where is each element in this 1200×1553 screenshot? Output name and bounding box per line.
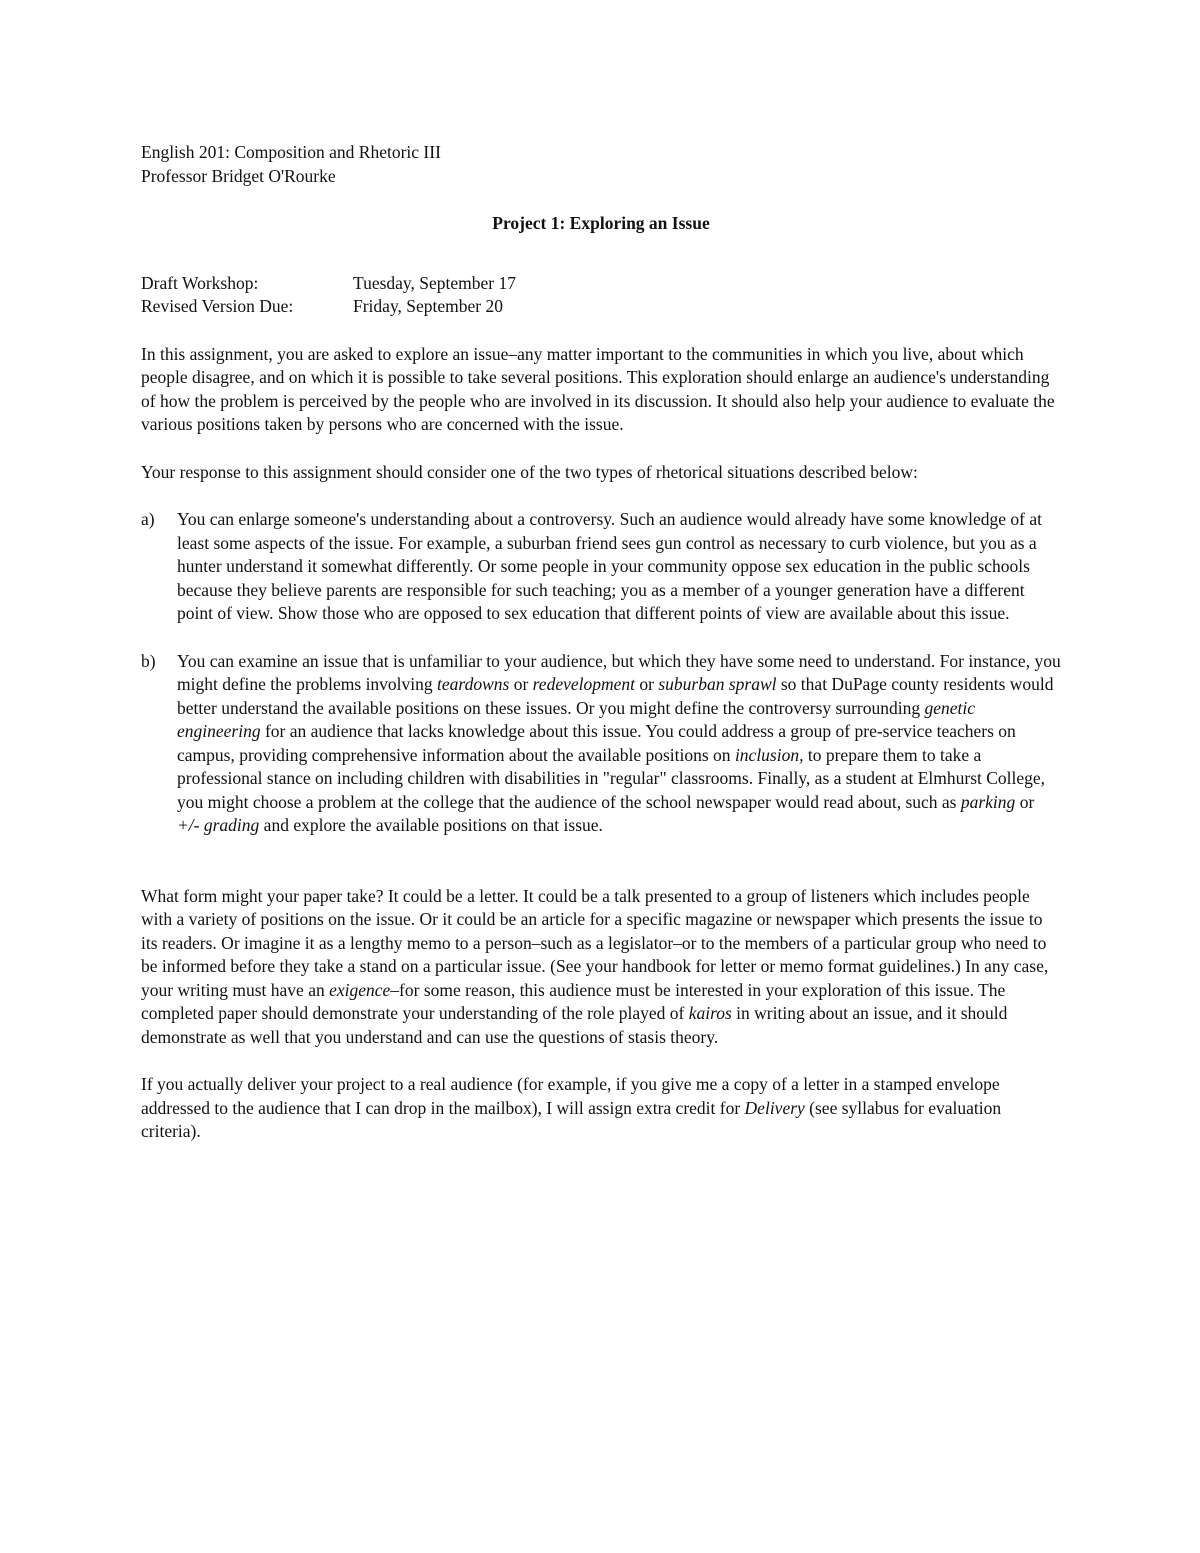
italic-term-kairos: kairos	[688, 1003, 732, 1023]
italic-term-exigence: exigence	[329, 979, 391, 1000]
date-label: Revised Version Due:	[141, 296, 294, 316]
form-paragraph	[141, 885, 1061, 1050]
text-run: What form might your paper take? It could be a letter. It could be a talk presented to a group of listeners which includes people with a variety of positions on the issue. Or it could be an article for a specific magazine or newspaper which presents the issue to its readers. Or imagine it as a lengthy memo to a person–such as a legislator–or to the members of a particular group who need to be informed before they take a stand on a particular issue. (See your handbook for letter or memo format guidelines.) In any case, your writing must have an	[141, 885, 1049, 1000]
list-marker: a)	[141, 509, 155, 529]
italic-term-inclusion: inclusion,	[734, 744, 804, 765]
course-title: English 201: Composition and Rhetoric III	[141, 142, 441, 162]
list-item-a	[141, 508, 1061, 626]
text-run: You can examine an issue that is unfamiliar to your audience, but which they have some need to understand. For instance, you might define the problems involving	[177, 650, 1061, 694]
text-run: so that DuPage county residents would better understand the available positions on these issues. Or you might define the controversy surrounding	[177, 674, 1054, 718]
italic-term-genetic-engineering: genetic engineering	[177, 697, 976, 741]
text-run: or	[509, 674, 533, 694]
text-run: If you actually deliver your project to a real audience (for example, if you give me a copy of a letter in a stamped envelope addressed to the audience that I can drop in the mailbox), I will assign extra credit for	[141, 1074, 1000, 1118]
date-value: Friday, September 20	[353, 296, 504, 316]
list-item-b	[141, 650, 1061, 838]
text-run: and explore the available positions on that issue.	[259, 815, 603, 835]
professor-name: Professor Bridget O'Rourke	[141, 165, 336, 186]
project-title: Project 1: Exploring an Issue	[492, 213, 710, 233]
text-run: in writing about an issue, and it should demonstrate as well that you understand and can use the questions of stasis theory.	[141, 1003, 1008, 1047]
due-dates	[141, 272, 1061, 319]
list-item-text	[177, 650, 1061, 838]
text-run: –for some reason, this audience must be interested in your exploration of this issue. The completed paper should demonstrate your understanding of the role played of	[141, 979, 1006, 1023]
list-item-text: You can enlarge someone's understanding about a controversy. Such an audience would already have some knowledge of at least some aspects of the issue. For example, a suburban friend sees gun control as necessary to curb violence, but you as a hunter understand it somewhat differently. Or some people in your community oppose sex education in the public schools because they believe parents are responsible for such teaching; you as a member of a younger generation have a different point of view. Show those who are opposed to sex education that different points of view are available about this issue.	[177, 509, 1042, 623]
text-run: for an audience that lacks knowledge about this issue. You could address a group of pre-service teachers on campus, providing comprehensive information about the available positions on	[177, 721, 1016, 765]
document-body	[141, 141, 1061, 1144]
list-marker: b)	[141, 650, 156, 671]
italic-term-redevelopment: redevelopment	[532, 674, 636, 694]
italic-term-suburban-sprawl: suburban sprawl	[658, 674, 777, 694]
italic-term-delivery: Delivery	[744, 1097, 805, 1118]
italic-term-teardowns: teardowns	[437, 674, 510, 694]
text-run: to prepare them to take a professional stance on including children with disabilities in "regular" classrooms. Finally, as a student at Elmhurst College, you might choose a problem at the college that the audience of the school newspaper would read about, such as	[177, 744, 1046, 812]
text-run: (see syllabus for evaluation criteria).	[141, 1097, 1002, 1141]
date-label: Draft Workshop:	[141, 272, 259, 293]
italic-term-grading: +/- grading	[177, 815, 260, 835]
date-value: Tuesday, September 17	[353, 272, 516, 293]
delivery-paragraph	[141, 1073, 1061, 1144]
date-row-draft-workshop	[141, 272, 1061, 296]
text-run: or	[635, 674, 659, 694]
italic-term-parking: parking	[960, 791, 1016, 812]
date-row-revised-version	[141, 295, 1061, 319]
intro-paragraph: In this assignment, you are asked to explore an issue–any matter important to the communities in which you live, about which people disagree, and on which it is possible to take several positions. This exploration should enlarge an audience's understanding of how the problem is perceived by the people who are involved in its discussion. It should also help your audience to evaluate the various positions taken by persons who are concerned with the issue.	[141, 343, 1055, 434]
text-run: or	[1015, 791, 1035, 812]
situations-intro-paragraph: Your response to this assignment should consider one of the two types of rhetorical situations described below:	[141, 461, 918, 482]
